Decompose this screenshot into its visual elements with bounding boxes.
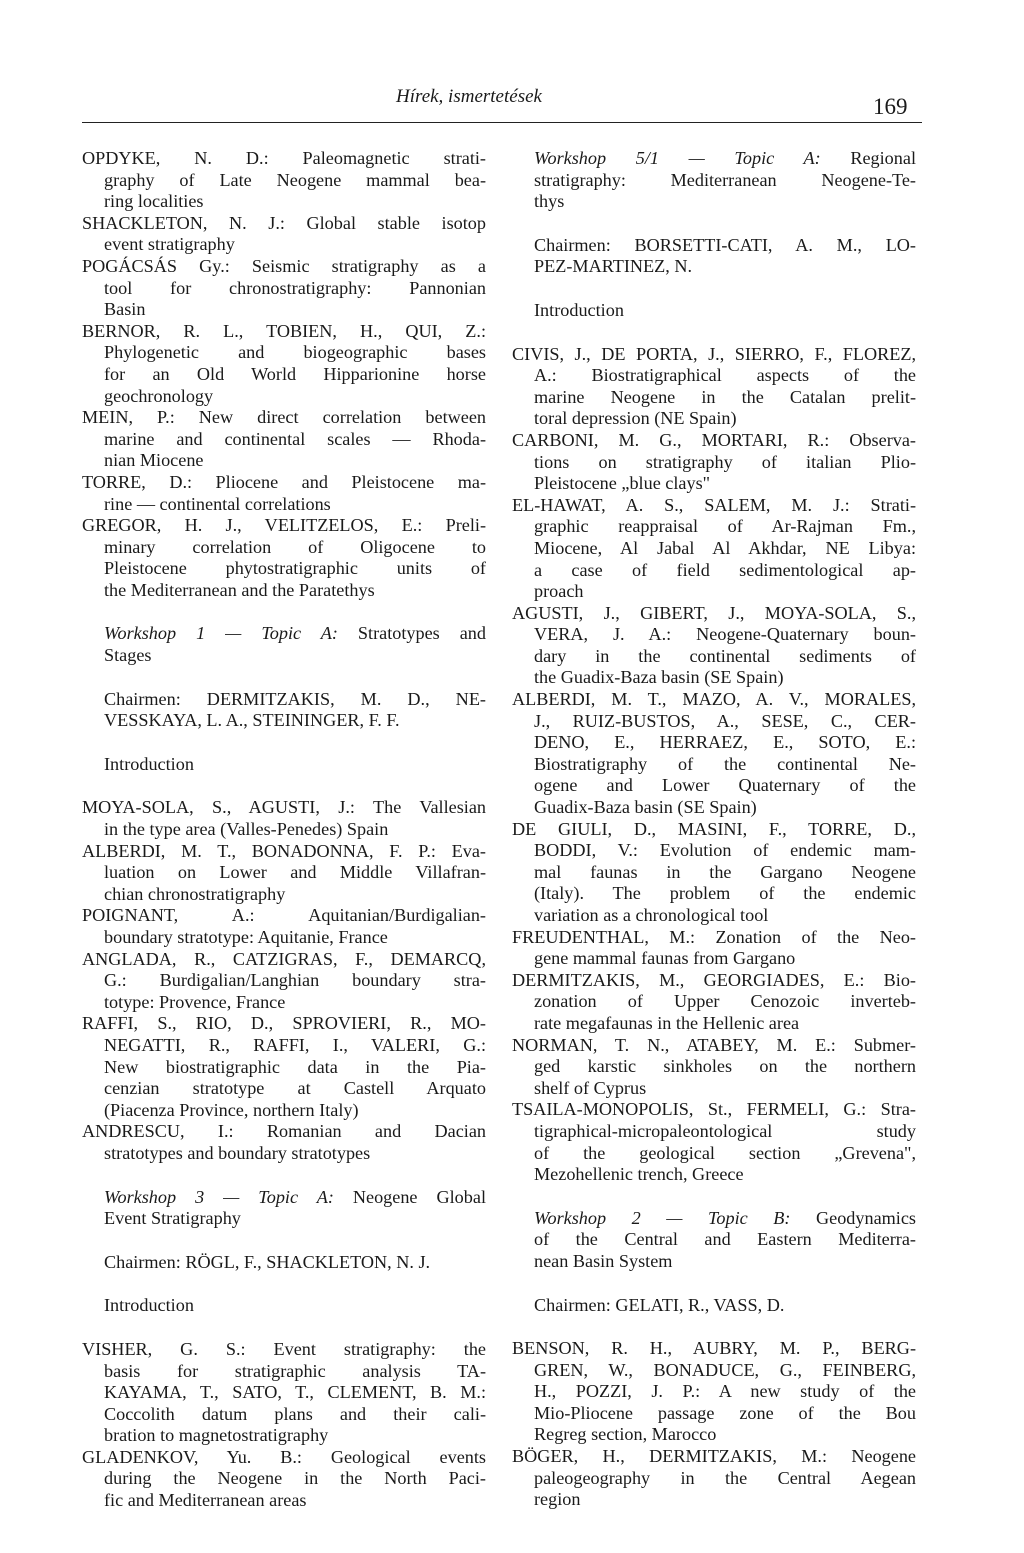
reference-line: Pleistocene phytostratigraphic units of bbox=[104, 558, 486, 579]
workshop-topic-line: of the Central and Eastern Mediterra- bbox=[534, 1229, 916, 1250]
reference-line: BODDI, V.: Evolution of endemic mam- bbox=[534, 840, 916, 861]
reference-line: graphic reappraisal of Ar-Rajman Fm., bbox=[534, 516, 916, 537]
reference-line: BÖGER, H., DERMITZAKIS, M.: Neogene bbox=[512, 1446, 916, 1467]
reference-line: MEIN, P.: New direct correlation between bbox=[82, 407, 486, 428]
reference-line: CARBONI, M. G., MORTARI, R.: Observa- bbox=[512, 429, 916, 450]
spacer bbox=[512, 213, 916, 235]
reference-line: Phylogenetic and biogeographic bases bbox=[104, 342, 486, 363]
reference-line: TSAILA-MONOPOLIS, St., FERMELI, G.: Stra- bbox=[512, 1099, 916, 1120]
workshop-heading bbox=[82, 623, 486, 666]
reference-line: BENSON, R. H., AUBRY, M. P., BERG- bbox=[512, 1338, 916, 1359]
reference-entry bbox=[82, 148, 486, 213]
header-rule bbox=[82, 122, 922, 123]
reference-line: Guadix-Baza basin (SE Spain) bbox=[534, 797, 757, 818]
para-line: Introduction bbox=[104, 1295, 194, 1316]
workshop-heading bbox=[82, 1187, 486, 1230]
reference-line: tool for chronostratigraphy: Pannonian bbox=[104, 277, 486, 298]
reference-line: minary correlation of Oligocene to bbox=[104, 536, 486, 557]
spacer bbox=[512, 1316, 916, 1338]
reference-line: ALBERDI, M. T., MAZO, A. V., MORALES, bbox=[512, 689, 916, 710]
reference-line: EL-HAWAT, A. S., SALEM, M. J.: Strati- bbox=[512, 494, 916, 515]
reference-entry bbox=[512, 1446, 916, 1511]
spacer bbox=[512, 278, 916, 300]
reference-entry bbox=[82, 515, 486, 601]
reference-line: marine Neogene in the Catalan prelit- bbox=[534, 386, 916, 407]
spacer bbox=[82, 1317, 486, 1339]
spacer bbox=[82, 1165, 486, 1187]
reference-line: the Guadix-Baza basin (SE Spain) bbox=[534, 667, 784, 688]
reference-line: mal faunas in the Gargano Neogene bbox=[534, 861, 916, 882]
reference-entry bbox=[512, 344, 916, 430]
reference-line: GREGOR, H. J., VELITZELOS, E.: Preli- bbox=[82, 515, 486, 536]
reference-line: bration to magnetostratigraphy bbox=[104, 1425, 329, 1446]
reference-line: fic and Mediterranean areas bbox=[104, 1490, 307, 1511]
reference-line: Biostratigraphy of the continental Ne- bbox=[534, 753, 916, 774]
reference-line: event stratigraphy bbox=[104, 234, 235, 255]
reference-entry bbox=[82, 1121, 486, 1164]
spacer bbox=[82, 601, 486, 623]
workshop-heading bbox=[512, 1208, 916, 1273]
reference-line: region bbox=[534, 1489, 581, 1510]
reference-entry bbox=[512, 927, 916, 970]
reference-entry bbox=[82, 1447, 486, 1512]
workshop-topic-line: thys bbox=[534, 191, 565, 212]
reference-entry bbox=[82, 321, 486, 407]
reference-entry bbox=[512, 603, 916, 689]
workshop-topic-line: Stages bbox=[104, 645, 152, 666]
reference-line: for an Old World Hipparionine horse bbox=[104, 363, 486, 384]
reference-line: DENO, E., HERRAEZ, E., SOTO, E.: bbox=[534, 732, 916, 753]
running-header: Hírek, ismertetések bbox=[396, 86, 542, 107]
reference-line: New biostratigraphic data in the Pia- bbox=[104, 1056, 486, 1077]
reference-line: GREN, W., BONADUCE, G., FEINBERG, bbox=[534, 1359, 916, 1380]
reference-line: tions on stratigraphy of italian Plio- bbox=[534, 451, 916, 472]
spacer bbox=[82, 1273, 486, 1295]
reference-line: dary in the continental sediments of bbox=[534, 645, 916, 666]
reference-line: marine and continental scales — Rhoda- bbox=[104, 428, 486, 449]
para-line: Chairmen: BORSETTI-CATI, A. M., LO- bbox=[534, 234, 916, 255]
workshop-label: Workshop 5/1 — Topic A: bbox=[534, 148, 851, 168]
workshop-label: Workshop 1 — Topic A: bbox=[104, 623, 358, 644]
reference-line: POIGNANT, A.: Aquitanian/Burdigalian- bbox=[82, 905, 486, 926]
reference-line: G.: Burdigalian/Langhian boundary stra- bbox=[104, 970, 486, 991]
reference-line: Pleistocene „blue clays" bbox=[534, 473, 711, 494]
reference-line: totype: Provence, France bbox=[104, 991, 286, 1012]
reference-entry bbox=[512, 1035, 916, 1100]
workshop-topic: Neogene Global bbox=[352, 1186, 486, 1207]
spacer bbox=[512, 1186, 916, 1208]
reference-line: Basin bbox=[104, 299, 146, 320]
para-line: VESSKAYA, L. A., STEININGER, F. F. bbox=[104, 710, 400, 731]
reference-line: CIVIS, J., DE PORTA, J., SIERRO, F., FLOREZ, bbox=[512, 343, 916, 364]
workshop-topic-line: Event Stratigraphy bbox=[104, 1208, 241, 1229]
reference-line: stratotypes and boundary stratotypes bbox=[104, 1142, 371, 1163]
para-line: Chairmen: RÖGL, F., SHACKLETON, N. J. bbox=[104, 1251, 431, 1272]
spacer bbox=[82, 732, 486, 754]
reference-line: Coccolith datum plans and their cali- bbox=[104, 1403, 486, 1424]
reference-entry bbox=[512, 430, 916, 495]
para-line: Introduction bbox=[534, 299, 624, 320]
reference-line: MOYA-SOLA, S., AGUSTI, J.: The Vallesian bbox=[82, 797, 486, 818]
spacer bbox=[512, 322, 916, 344]
reference-line: J., RUIZ-BUSTOS, A., SESE, C., CER- bbox=[534, 710, 916, 731]
reference-line: KAYAMA, T., SATO, T., CLEMENT, B. M.: bbox=[104, 1382, 486, 1403]
reference-line: basis for stratigraphic analysis TA- bbox=[104, 1360, 486, 1381]
reference-line: the Mediterranean and the Paratethys bbox=[104, 579, 375, 600]
spacer bbox=[82, 1230, 486, 1252]
reference-entry bbox=[512, 1338, 916, 1446]
chairmen-line bbox=[82, 1252, 486, 1274]
reference-line: Miocene, Al Jabal Al Akhdar, NE Libya: bbox=[534, 537, 916, 558]
reference-line: paleogeography in the Central Aegean bbox=[534, 1467, 916, 1488]
chairmen-line bbox=[82, 689, 486, 732]
spacer bbox=[82, 775, 486, 797]
reference-line: ANDRESCU, I.: Romanian and Dacian bbox=[82, 1121, 486, 1142]
reference-line: DE GIULI, D., MASINI, F., TORRE, D., bbox=[512, 818, 916, 839]
reference-entry bbox=[82, 949, 486, 1014]
reference-entry bbox=[512, 970, 916, 1035]
reference-entry bbox=[82, 256, 486, 321]
reference-line: a case of field sedimentological ap- bbox=[534, 559, 916, 580]
reference-line: POGÁCSÁS Gy.: Seismic stratigraphy as a bbox=[82, 255, 486, 276]
right-column bbox=[512, 148, 916, 1511]
reference-line: ALBERDI, M. T., BONADONNA, F. P.: Eva- bbox=[82, 840, 486, 861]
reference-line: Mezohellenic trench, Greece bbox=[534, 1164, 744, 1185]
reference-line: RAFFI, S., RIO, D., SPROVIERI, R., MO- bbox=[82, 1013, 486, 1034]
para-line: Chairmen: GELATI, R., VASS, D. bbox=[534, 1294, 785, 1315]
reference-line: proach bbox=[534, 581, 584, 602]
reference-line: toral depression (NE Spain) bbox=[534, 408, 737, 429]
page-number: 169 bbox=[873, 94, 908, 119]
reference-line: VERA, J. A.: Neogene-Quaternary boun- bbox=[534, 624, 916, 645]
reference-line: AGUSTI, J., GIBERT, J., MOYA-SOLA, S., bbox=[512, 602, 916, 623]
reference-entry bbox=[82, 407, 486, 472]
reference-line: shelf of Cyprus bbox=[534, 1077, 647, 1098]
reference-line: in the type area (Valles-Penedes) Spain bbox=[104, 819, 389, 840]
para-line: Chairmen: DERMITZAKIS, M. D., NE- bbox=[104, 688, 486, 709]
reference-line: ged karstic sinkholes on the northern bbox=[534, 1056, 916, 1077]
workshop-topic-line: nean Basin System bbox=[534, 1250, 673, 1271]
reference-line: (Italy). The problem of the endemic bbox=[534, 883, 916, 904]
reference-entry bbox=[512, 819, 916, 927]
section-introduction bbox=[82, 1295, 486, 1317]
reference-line: A.: Biostratigraphical aspects of the bbox=[534, 365, 916, 386]
reference-entry bbox=[512, 495, 916, 603]
reference-line: chian chronostratigraphy bbox=[104, 883, 286, 904]
chairmen-line bbox=[512, 235, 916, 278]
reference-line: ogene and Lower Quaternary of the bbox=[534, 775, 916, 796]
reference-line: NORMAN, T. N., ATABEY, M. E.: Submer- bbox=[512, 1034, 916, 1055]
reference-line: rine — continental correlations bbox=[104, 493, 331, 514]
reference-line: H., POZZI, J. P.: A new study of the bbox=[534, 1381, 916, 1402]
reference-line: ring localities bbox=[104, 191, 204, 212]
reference-line: (Piacenza Province, northern Italy) bbox=[104, 1099, 359, 1120]
workshop-label: Workshop 3 — Topic A: bbox=[104, 1186, 353, 1207]
workshop-topic-line: stratigraphy: Mediterranean Neogene-Te- bbox=[534, 169, 916, 190]
reference-line: DERMITZAKIS, M., GEORGIADES, E.: Bio- bbox=[512, 969, 916, 990]
reference-entry bbox=[82, 797, 486, 840]
section-introduction bbox=[512, 300, 916, 322]
reference-line: nian Miocene bbox=[104, 450, 204, 471]
reference-entry bbox=[82, 1339, 486, 1447]
section-introduction bbox=[82, 754, 486, 776]
chairmen-line bbox=[512, 1295, 916, 1317]
reference-line: GLADENKOV, Yu. B.: Geological events bbox=[82, 1446, 486, 1467]
reference-entry bbox=[82, 841, 486, 906]
reference-entry bbox=[82, 905, 486, 948]
reference-entry bbox=[82, 213, 486, 256]
reference-line: graphy of Late Neogene mammal bea- bbox=[104, 169, 486, 190]
reference-line: FREUDENTHAL, M.: Zonation of the Neo- bbox=[512, 926, 916, 947]
workshop-topic: Stratotypes and bbox=[357, 623, 486, 644]
reference-entry bbox=[82, 1013, 486, 1121]
reference-line: OPDYKE, N. D.: Paleomagnetic strati- bbox=[82, 148, 486, 168]
workshop-label: Workshop 2 — Topic B: bbox=[534, 1207, 816, 1228]
reference-line: rate megafaunas in the Hellenic area bbox=[534, 1012, 800, 1033]
reference-line: variation as a chronological tool bbox=[534, 905, 769, 925]
para-line: Introduction bbox=[104, 753, 194, 774]
reference-line: boundary stratotype: Aquitanie, France bbox=[104, 927, 388, 947]
reference-line: tigraphical-micropaleontological study bbox=[534, 1120, 916, 1141]
reference-line: geochronology bbox=[104, 385, 214, 406]
spacer bbox=[82, 667, 486, 689]
reference-line: of the geological section „Grevena", bbox=[534, 1142, 916, 1163]
workshop-topic: Regional bbox=[850, 148, 916, 168]
reference-line: NEGATTI, R., RAFFI, I., VALERI, G.: bbox=[104, 1034, 486, 1055]
reference-line: Mio-Pliocene passage zone of the Bou bbox=[534, 1402, 916, 1423]
workshop-topic: Geodynamics bbox=[815, 1207, 916, 1228]
reference-entry bbox=[512, 689, 916, 819]
para-line: PEZ-MARTINEZ, N. bbox=[534, 256, 693, 277]
reference-line: SHACKLETON, N. J.: Global stable isotop bbox=[82, 212, 486, 233]
reference-line: cenzian stratotype at Castell Arquato bbox=[104, 1078, 486, 1099]
left-column bbox=[82, 148, 486, 1512]
reference-line: during the Neogene in the North Paci- bbox=[104, 1468, 486, 1489]
reference-entry bbox=[82, 472, 486, 515]
reference-line: ANGLADA, R., CATZIGRAS, F., DEMARCQ, bbox=[82, 948, 486, 969]
workshop-heading bbox=[512, 148, 916, 213]
reference-line: VISHER, G. S.: Event stratigraphy: the bbox=[82, 1338, 486, 1359]
reference-line: luation on Lower and Middle Villafran- bbox=[104, 862, 486, 883]
reference-entry bbox=[512, 1099, 916, 1185]
reference-line: gene mammal faunas from Gargano bbox=[534, 948, 796, 969]
reference-line: zonation of Upper Cenozoic inverteb- bbox=[534, 991, 916, 1012]
reference-line: Regreg section, Marocco bbox=[534, 1424, 717, 1445]
reference-line: BERNOR, R. L., TOBIEN, H., QUI, Z.: bbox=[82, 320, 486, 341]
spacer bbox=[512, 1273, 916, 1295]
reference-line: TORRE, D.: Pliocene and Pleistocene ma- bbox=[82, 471, 486, 492]
